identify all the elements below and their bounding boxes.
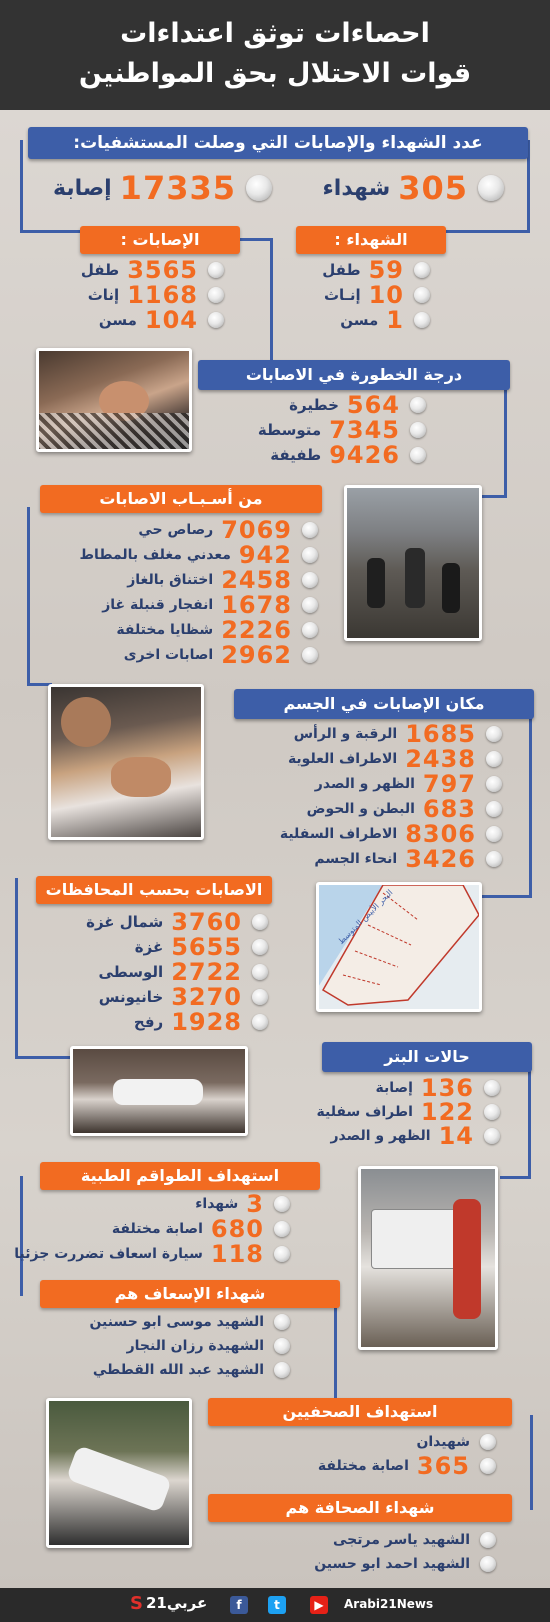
list-item: [376, 1076, 500, 1100]
list-item: [294, 722, 502, 746]
ambulance-photo: [358, 1166, 498, 1350]
footer: [0, 1588, 550, 1622]
summary-martyrs-label: شهداء: [322, 175, 391, 201]
bullet-icon: [302, 597, 318, 613]
bullet-icon: [208, 287, 224, 303]
item-label: شظايا مختلفة: [116, 622, 214, 638]
connector-line: [27, 507, 30, 685]
bullet-icon: [274, 1362, 290, 1378]
injuries-title: الإصابات :: [80, 226, 240, 254]
item-label: طفل: [322, 261, 361, 279]
item-number: 8306: [405, 820, 476, 848]
item-label: اختناق بالغاز: [127, 572, 214, 588]
item-label: الشهيد ياسر مرتجى: [333, 1532, 470, 1548]
summary-injuries-label: إصابة: [53, 175, 112, 201]
connector-line: [15, 878, 18, 1058]
item-label: اصابات اخرى: [123, 647, 214, 663]
photo-detail: [66, 1445, 172, 1513]
item-number: 3565: [127, 256, 198, 284]
bullet-icon: [302, 647, 318, 663]
bullet-icon: [480, 1532, 496, 1548]
list-item: [134, 1010, 268, 1034]
connector-line: [20, 1176, 23, 1296]
summary-martyrs: [323, 170, 504, 206]
item-number: 7069: [221, 516, 292, 544]
bullet-icon: [484, 1104, 500, 1120]
item-label: شمال غزة: [86, 913, 164, 931]
governorates-title: الاصابات بحسب المحافظات: [36, 876, 272, 904]
map-graphic: [316, 885, 479, 1012]
item-number: 118: [210, 1240, 264, 1268]
bullet-icon: [486, 801, 502, 817]
bullet-icon: [274, 1196, 290, 1212]
photo-detail: [367, 558, 385, 608]
bullet-icon: [208, 312, 224, 328]
bullet-icon: [478, 175, 504, 201]
item-label: شهداء: [195, 1196, 239, 1212]
causes-title: من أسـبـاب الاصابات: [40, 485, 322, 513]
funeral-photo: [46, 1398, 192, 1548]
item-number: 1678: [221, 591, 292, 619]
photo-detail: [371, 1209, 461, 1269]
item-label: الظهر و الصدر: [330, 1128, 431, 1144]
item-number: 942: [238, 541, 292, 569]
page-header: [0, 0, 550, 110]
list-item: [99, 985, 268, 1009]
bullet-icon: [274, 1338, 290, 1354]
list-item: [258, 418, 426, 442]
item-label: شهيدان: [416, 1434, 470, 1450]
severity-title: درجة الخطورة في الاصابات: [198, 360, 510, 390]
item-label: الاطراف العلوية: [287, 751, 398, 767]
list-item: [333, 1528, 496, 1552]
item-number: 1685: [405, 720, 476, 748]
item-number: 2458: [221, 566, 292, 594]
bullet-icon: [414, 312, 430, 328]
bullet-icon: [486, 776, 502, 792]
list-item: [102, 593, 318, 617]
list-item: [314, 1552, 496, 1576]
connector-line: [15, 1056, 75, 1059]
brand-name: عربي21: [146, 1594, 208, 1612]
item-label: رصاص حي: [138, 522, 214, 538]
connector-line: [20, 140, 23, 232]
item-number: 59: [368, 256, 404, 284]
item-label: الظهر و الصدر: [314, 776, 415, 792]
bullet-icon: [302, 547, 318, 563]
item-number: 1168: [127, 281, 198, 309]
item-label: طفل: [80, 261, 120, 279]
item-label: خانيونس: [98, 988, 164, 1006]
connector-line: [504, 375, 507, 497]
list-item: [80, 543, 318, 567]
item-label: الشهيدة رزان النجار: [126, 1338, 264, 1354]
bullet-icon: [480, 1458, 496, 1474]
item-number: 10: [368, 281, 404, 309]
connector-line: [334, 1300, 337, 1400]
connector-line: [270, 238, 273, 360]
list-item: [289, 393, 426, 417]
item-label: انحاء الجسم: [314, 851, 398, 867]
item-number: 9426: [329, 441, 400, 469]
list-item: [416, 1430, 496, 1454]
list-item: [318, 1454, 496, 1478]
item-label: اصابة مختلفة: [111, 1221, 203, 1237]
item-number: 3760: [171, 908, 242, 936]
item-number: 2438: [405, 745, 476, 773]
bullet-icon: [484, 1080, 500, 1096]
bullet-icon: [274, 1221, 290, 1237]
connector-line: [480, 895, 532, 898]
list-item: [315, 772, 502, 796]
bullet-icon: [252, 939, 268, 955]
item-label: رفح: [133, 1013, 164, 1031]
item-number: 136: [420, 1074, 474, 1102]
item-number: 7345: [329, 416, 400, 444]
item-number: 797: [422, 770, 476, 798]
bullet-icon: [274, 1314, 290, 1330]
list-item: [307, 797, 502, 821]
bullet-icon: [484, 1128, 500, 1144]
list-item: [98, 960, 268, 984]
item-label: إناث: [87, 286, 120, 304]
list-item: [93, 1358, 290, 1382]
summary-injuries-number: 17335: [119, 169, 236, 207]
list-item: [116, 618, 318, 642]
youtube-icon[interactable]: ▶: [310, 1596, 328, 1614]
journalist-martyrs-title: شهداء الصحافة هم: [208, 1494, 512, 1522]
item-label: الشهيد احمد ابو حسين: [314, 1556, 470, 1572]
sea-label: البحر الأبيض المتوسط: [336, 888, 395, 947]
bullet-icon: [486, 751, 502, 767]
list-item: [127, 568, 318, 592]
item-label: الوسطى: [98, 963, 164, 981]
bullet-icon: [410, 397, 426, 413]
brand-logo-icon: S: [130, 1593, 143, 1614]
bullet-icon: [480, 1556, 496, 1572]
item-number: 1928: [171, 1008, 242, 1036]
item-label: سيارة اسعاف تضررت جزئيا: [14, 1246, 203, 1262]
summary-injuries: [53, 170, 272, 206]
list-item: [112, 1217, 290, 1241]
photo-detail: [61, 697, 111, 747]
item-number: 3: [246, 1190, 264, 1218]
photo-detail: [39, 413, 192, 452]
summary-title: عدد الشهداء والإصابات التي وصلت المستشفيات:: [28, 127, 528, 159]
connector-line: [528, 1058, 531, 1178]
connector-line: [529, 715, 532, 897]
bullet-icon: [486, 726, 502, 742]
item-label: إصابة: [375, 1080, 413, 1096]
item-label: معدني مغلف بالمطاط: [79, 547, 231, 563]
bullet-icon: [480, 1434, 496, 1450]
list-item: [288, 747, 502, 771]
bullet-icon: [246, 175, 272, 201]
item-number: 2962: [221, 641, 292, 669]
item-label: طفيفة: [270, 446, 322, 464]
photo-detail: [405, 548, 425, 608]
photo-detail: [111, 757, 171, 797]
item-number: 680: [210, 1215, 264, 1243]
item-label: مسن: [340, 311, 379, 329]
list-item: [14, 1242, 290, 1266]
list-item: [81, 258, 224, 282]
item-label: انفجار قنبلة غاز: [102, 597, 214, 613]
connector-line: [500, 1176, 531, 1179]
gaza-map: [316, 882, 482, 1012]
rescue-photo: [48, 684, 204, 840]
list-item: [88, 283, 224, 307]
hospital-photo: [70, 1046, 248, 1136]
list-item: [127, 1334, 290, 1358]
page-title-line-2: قوات الاحتلال بحق المواطنين: [78, 58, 472, 89]
list-item: [270, 443, 426, 467]
bullet-icon: [252, 1014, 268, 1030]
bullet-icon: [486, 851, 502, 867]
summary-martyrs-number: 305: [398, 169, 468, 207]
list-item: [86, 910, 268, 934]
bullet-icon: [410, 447, 426, 463]
item-label: الشهيد عبد الله القططي: [92, 1362, 264, 1378]
list-item: [280, 822, 502, 846]
list-item: [89, 1310, 290, 1334]
photo-detail: [442, 563, 460, 613]
item-label: غزة: [134, 938, 164, 956]
item-label: الرقبة و الرأس: [293, 726, 398, 742]
item-label: الاطراف السفلية: [279, 826, 398, 842]
bullet-icon: [252, 914, 268, 930]
list-item: [324, 283, 430, 307]
bullet-icon: [414, 262, 430, 278]
list-item: [124, 643, 318, 667]
item-number: 14: [438, 1122, 474, 1150]
item-number: 122: [420, 1098, 474, 1126]
list-item: [340, 308, 430, 332]
bullet-icon: [302, 572, 318, 588]
bullet-icon: [252, 989, 268, 1005]
item-number: 2226: [221, 616, 292, 644]
facebook-icon[interactable]: f: [230, 1596, 248, 1614]
list-item: [99, 308, 224, 332]
item-number: 1: [386, 306, 404, 334]
bullet-icon: [410, 422, 426, 438]
connector-line: [440, 230, 530, 233]
bullet-icon: [208, 262, 224, 278]
bullet-icon: [414, 287, 430, 303]
paramedic-martyrs-title: شهداء الإسعاف هم: [40, 1280, 340, 1308]
item-number: 5655: [171, 933, 242, 961]
item-number: 3270: [171, 983, 242, 1011]
footer-handle: Arabi21News: [344, 1597, 434, 1611]
list-item: [314, 847, 502, 871]
journalists-title: استهداف الصحفيين: [208, 1398, 512, 1426]
protest-photo: [344, 485, 482, 641]
item-label: متوسطة: [257, 421, 322, 439]
medical-title: استهداف الطواقم الطبية: [40, 1162, 320, 1190]
item-label: اصابة مختلفة: [317, 1458, 409, 1474]
martyrs-title: الشهداء :: [296, 226, 446, 254]
connector-line: [530, 1415, 533, 1510]
item-label: إنـاث: [323, 286, 361, 304]
list-item: [316, 1100, 500, 1124]
list-item: [138, 518, 318, 542]
item-number: 3426: [405, 845, 476, 873]
amputation-title: حالات البتر: [322, 1042, 532, 1072]
item-number: 564: [346, 391, 400, 419]
item-label: الشهيد موسى ابو حسنين: [89, 1314, 264, 1330]
item-number: 2722: [171, 958, 242, 986]
bullet-icon: [486, 826, 502, 842]
item-label: خطيرة: [289, 396, 339, 414]
bullet-icon: [302, 622, 318, 638]
item-label: البطن و الحوض: [306, 801, 415, 817]
bullet-icon: [252, 964, 268, 980]
item-number: 365: [416, 1452, 470, 1480]
list-item: [331, 1124, 501, 1148]
twitter-icon[interactable]: t: [268, 1596, 286, 1614]
list-item: [195, 1192, 290, 1216]
page-title-line-1: احصاءات توثق اعتداءات: [120, 18, 430, 49]
item-number: 683: [422, 795, 476, 823]
item-label: اطراف سفلية: [316, 1104, 413, 1120]
body-location-title: مكان الإصابات في الجسم: [234, 689, 534, 719]
list-item: [135, 935, 268, 959]
bullet-icon: [302, 522, 318, 538]
photo-detail: [453, 1199, 481, 1319]
item-label: مسن: [98, 311, 137, 329]
photo-detail: [113, 1079, 203, 1105]
item-number: 104: [144, 306, 198, 334]
bullet-icon: [274, 1246, 290, 1262]
list-item: [322, 258, 430, 282]
injured-photo: [36, 348, 192, 452]
